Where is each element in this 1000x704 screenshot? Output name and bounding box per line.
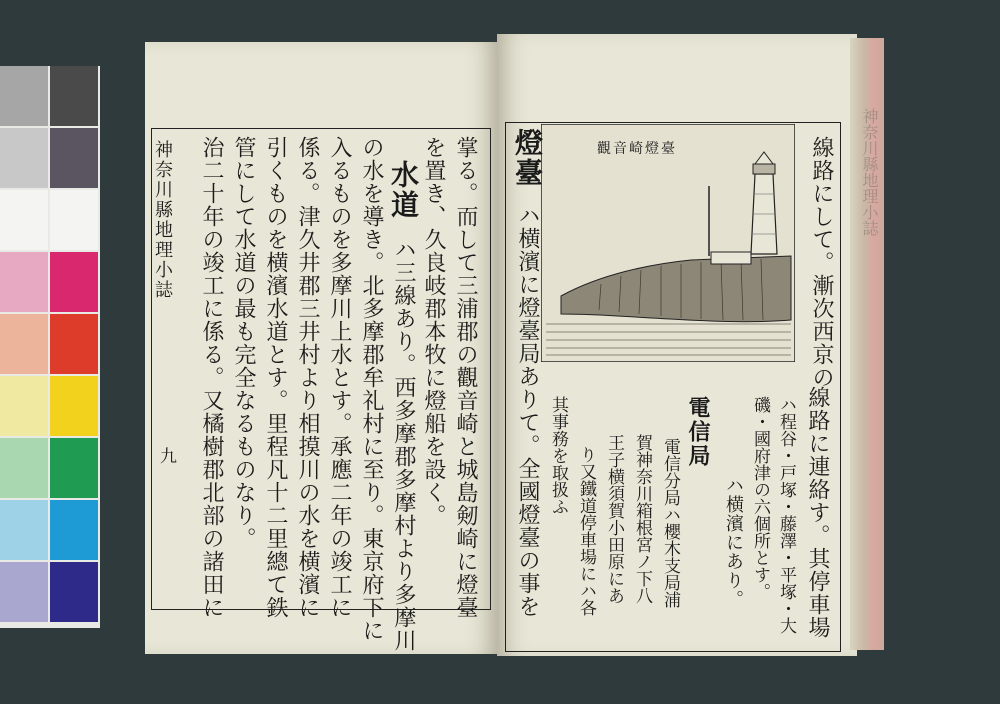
left-folio: 九 [156, 447, 176, 464]
left-column-8: 引くものを横濱水道とす。里程凡十二里總て鉄 [263, 136, 288, 619]
right-column-2: ハ横濱に燈臺局ありて。全國燈臺の事を [515, 204, 540, 618]
right-column-12: 線路に連絡す。其停車場 [805, 386, 830, 639]
color-chip [0, 562, 48, 622]
left-column-2: を置き、久良岐郡本牧に燈船を設く。 [421, 136, 446, 527]
color-chip [0, 66, 48, 126]
color-chip [50, 376, 98, 436]
right-column-10: 磯・國府津の六個所とす。 [750, 396, 770, 600]
color-chip [0, 190, 48, 250]
color-chip [0, 128, 48, 188]
left-margin-label: 神奈川縣地理小誌 [152, 140, 173, 300]
color-chip [50, 562, 98, 622]
right-column-7: 電信分局ハ櫻木支局浦 [660, 438, 680, 608]
color-chip [50, 190, 98, 250]
left-column-1: 掌る。而して三浦郡の觀音崎と城島剱崎に燈臺 [453, 136, 478, 619]
color-chip [0, 438, 48, 498]
right-heading-lighthouse: 燈臺 [511, 128, 544, 188]
color-chip [50, 438, 98, 498]
right-column-13: 線路にして。漸次西京の [809, 136, 834, 389]
left-column-4: ハ三線あり。西多摩郡多摩村より多摩川 [391, 238, 416, 652]
left-column-5: の水を導き。北多摩郡牟礼村に至り。東京府下に [359, 136, 384, 642]
right-column-3: 其事務を取扱ふ [548, 396, 568, 515]
left-page [145, 42, 497, 654]
right-column-5: 王子横須賀小田原にあ [604, 434, 624, 604]
color-chip [50, 252, 98, 312]
page-edges [850, 38, 884, 650]
edge-label: 神奈川縣地理小誌 [860, 108, 879, 236]
left-column-7: 係る。津久井郡三井村より相摸川の水を横濱に [295, 136, 320, 619]
color-chip [0, 314, 48, 374]
illustration-caption: 觀音崎燈臺 [597, 141, 677, 157]
left-column-10: 治二十年の竣工に係る。又橘樹郡北部の諸田に [199, 136, 224, 619]
right-page [497, 34, 857, 656]
right-column-9: ハ横濱にあり。 [723, 476, 744, 609]
color-chip [50, 66, 98, 126]
right-column-6: 賀神奈川箱根宮ノ下八 [632, 434, 652, 604]
color-chip [50, 314, 98, 374]
color-chip [50, 128, 98, 188]
color-chip [50, 500, 98, 560]
lighthouse-illustration [541, 124, 795, 362]
color-chip [0, 252, 48, 312]
left-column-6: 入るものを多摩川上水とす。承應二年の竣工に [327, 136, 352, 619]
right-heading-telegraph: 電信局 [685, 396, 711, 468]
left-column-9: 管にして水道の最も完全なるものなり。 [231, 136, 256, 550]
left-heading-water: 水道 [387, 160, 420, 220]
right-column-11: ハ程谷・戸塚・藤澤・平塚・大 [776, 396, 796, 634]
color-checker [0, 66, 100, 628]
color-chip [0, 500, 48, 560]
right-column-4: り又鐵道停車場にハ各 [576, 446, 596, 616]
color-chip [0, 376, 48, 436]
